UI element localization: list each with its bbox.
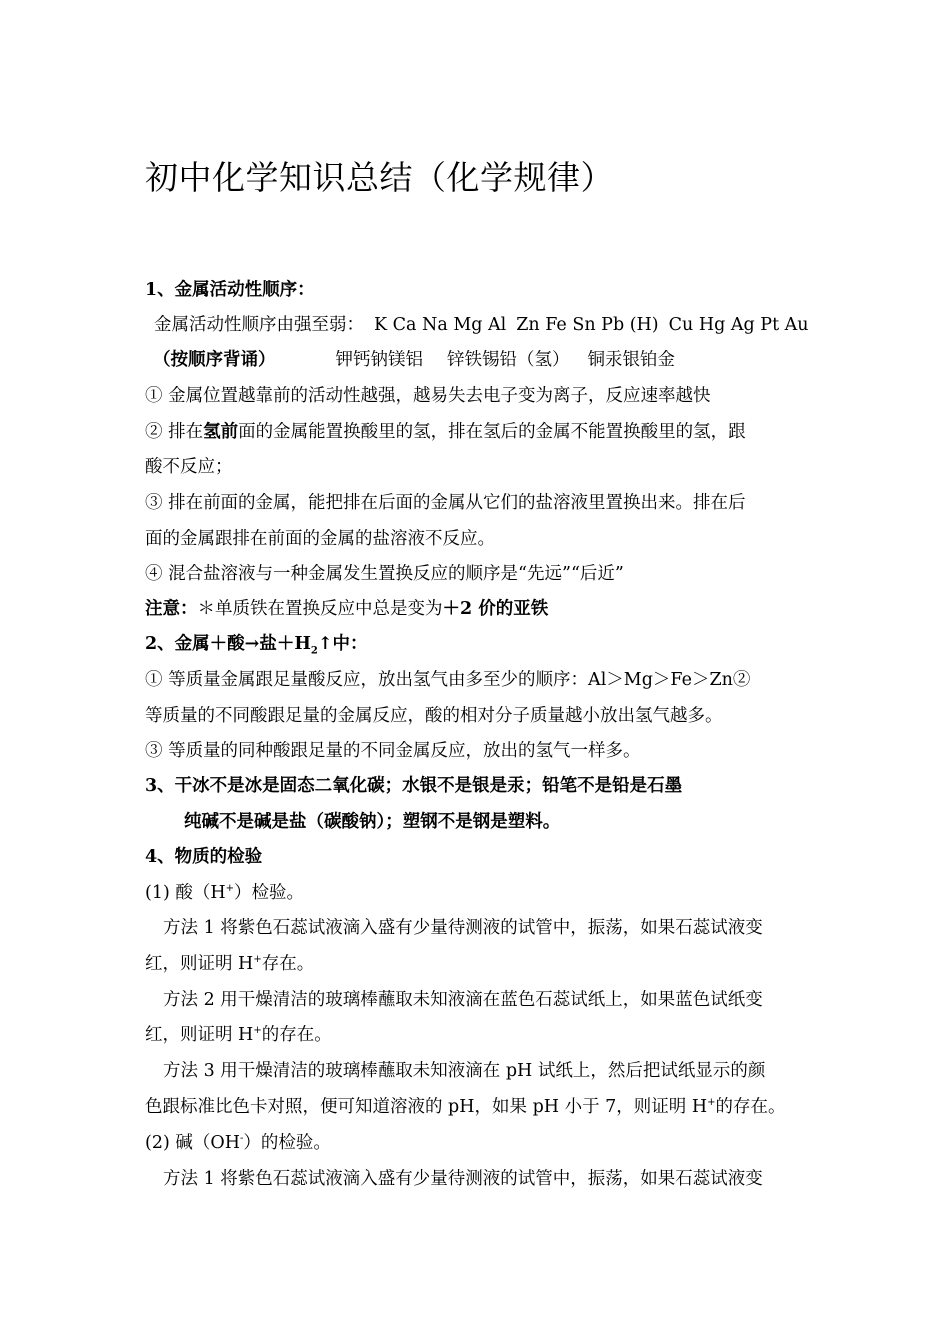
acid-method-1-suffix: 存在。	[261, 954, 315, 974]
acid-method-2-suffix: 的存在。	[261, 1025, 332, 1045]
page-title: 初中化学知识总结（化学规律）	[145, 158, 614, 197]
s2-rule-1-line-1: ① 等质量金属跟足量酸反应，放出氢气由多至少的顺序：Al＞Mg＞Fe＞Zn②	[145, 670, 751, 690]
rule-4: ④ 混合盐溶液与一种金属发生置换反应的顺序是“先远”“后近”	[145, 564, 624, 584]
acid-test-heading	[145, 881, 304, 905]
rule-2-line-1	[145, 420, 746, 444]
section-2-heading	[145, 632, 368, 656]
rule-1: ① 金属位置越靠前的活动性越强，越易失去电子变为离子，反应速率越快	[145, 386, 711, 406]
acid-method-2-superscript: +	[253, 1025, 262, 1037]
activity-order-group-2: Zn Fe Sn Pb (H)	[516, 315, 659, 335]
activity-order-prefix: 金属活动性顺序由强至弱：	[154, 315, 364, 335]
section-2-heading-text: 2、金属＋酸→盐＋H	[145, 634, 311, 654]
activity-order-line	[154, 313, 809, 337]
acid-method-3-text: 色跟标准比色卡对照，便可知道溶液的 pH，如果 pH 小于 7，则证明 H	[145, 1097, 708, 1117]
acid-method-2-line-1: 方法 2 用干燥清洁的玻璃棒蘸取未知液滴在蓝色石蕊试纸上，如果蓝色试纸变	[163, 990, 763, 1010]
section-1-heading: 1、金属活动性顺序：	[145, 280, 315, 300]
base-method-1-line-1: 方法 1 将紫色石蕊试液滴入盛有少量待测液的试管中，振荡，如果石蕊试液变	[163, 1169, 763, 1189]
section-2-heading-suffix: ↑中：	[317, 634, 368, 654]
section-3-line-1: 3、干冰不是冰是固态二氧化碳；水银不是银是汞；铅笔不是铅是石墨	[145, 776, 683, 796]
rule-2-prefix: ② 排在	[145, 422, 204, 442]
mnemonic-label: （按顺序背诵）	[153, 350, 276, 370]
mnemonic-line	[153, 348, 675, 372]
acid-method-2-text: 红，则证明 H	[145, 1025, 254, 1045]
note-text: ＊单质铁在置换反应中总是变为	[197, 599, 443, 619]
rule-2-line-2: 酸不反应；	[145, 457, 233, 477]
rule-3-line-1: ③ 排在前面的金属，能把排在后面的金属从它们的盐溶液里置换出来。排在后	[145, 493, 746, 513]
acid-method-1-superscript: +	[253, 954, 262, 966]
acid-method-3-superscript: +	[707, 1097, 716, 1109]
activity-order-group-1: K Ca Na Mg Al	[374, 315, 507, 335]
acid-method-1-text: 红，则证明 H	[145, 954, 254, 974]
s2-rule-2: 等质量的不同酸跟足量的金属反应，酸的相对分子质量越小放出氢气越多。	[145, 706, 723, 726]
rule-2-emphasis: 氢前	[203, 422, 239, 442]
base-test-prefix: (2) 碱（OH	[145, 1133, 240, 1153]
acid-method-1-line-2	[145, 952, 314, 976]
section-4-heading: 4、物质的检验	[145, 847, 263, 867]
mnemonic-group-2: 锌铁锡铅（氢）	[447, 350, 570, 370]
h2-subscript: 2	[310, 645, 318, 657]
acid-superscript: +	[225, 883, 235, 895]
s2-rule-3: ③ 等质量的同种酸跟足量的不同金属反应，放出的氢气一样多。	[145, 741, 641, 761]
acid-method-1-line-1: 方法 1 将紫色石蕊试液滴入盛有少量待测液的试管中，振荡，如果石蕊试液变	[163, 918, 763, 938]
note-label: 注意：	[145, 599, 198, 619]
section-3-line-2: 纯碱不是碱是盐（碳酸钠）；塑钢不是钢是塑料。	[184, 812, 561, 832]
base-superscript: -	[239, 1133, 244, 1145]
base-test-heading	[145, 1131, 331, 1155]
acid-method-3-line-1: 方法 3 用干燥清洁的玻璃棒蘸取未知液滴在 pH 试纸上，然后把试纸显示的颜	[163, 1061, 766, 1081]
acid-test-suffix: ）检验。	[234, 883, 305, 903]
acid-test-prefix: (1) 酸（H	[145, 883, 226, 903]
acid-method-3-line-2	[145, 1095, 786, 1119]
activity-order-group-3: Cu Hg Ag Pt Au	[668, 315, 809, 335]
rule-3-line-2: 面的金属跟排在前面的金属的盐溶液不反应。	[145, 529, 495, 549]
rule-2-text: 面的金属能置换酸里的氢，排在氢后的金属不能置换酸里的氢，跟	[238, 422, 746, 442]
base-test-suffix: ）的检验。	[243, 1133, 331, 1153]
mnemonic-group-3: 铜汞银铂金	[587, 350, 675, 370]
acid-method-2-line-2	[145, 1023, 332, 1047]
mnemonic-group-1: 钾钙钠镁铝	[335, 350, 423, 370]
note-emphasis: ＋2 价的亚铁	[442, 599, 549, 619]
acid-method-3-suffix: 的存在。	[715, 1097, 786, 1117]
note-line	[145, 597, 548, 621]
